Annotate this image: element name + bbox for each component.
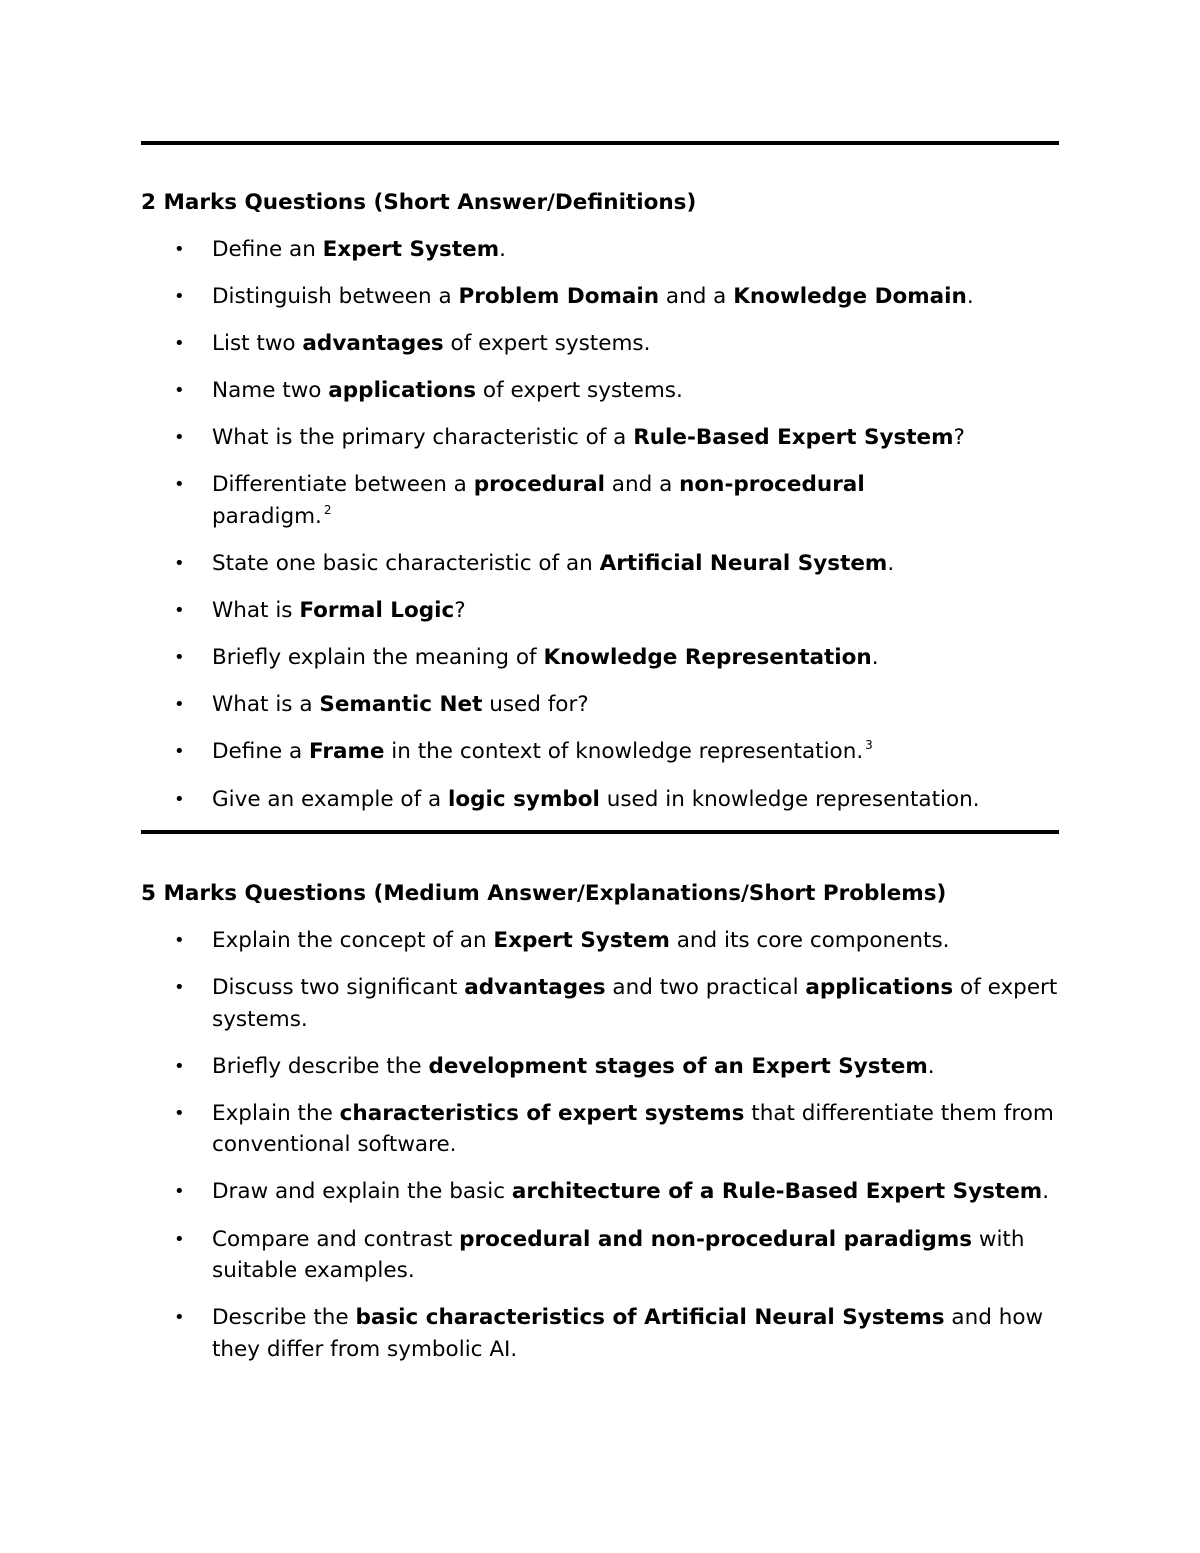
bullet-icon: • — [174, 694, 185, 716]
question-item: • Compare and contrast procedural and non-procedural paradigms with suitable examples. — [141, 1224, 1059, 1287]
bullet-icon: • — [174, 788, 185, 810]
question-item: • What is the primary characteristic of a Rule-Based Expert System? — [141, 422, 1059, 454]
bullet-icon: • — [174, 930, 185, 952]
bullet-icon: • — [174, 977, 185, 999]
document-page — [141, 141, 1059, 1365]
question-list-5-marks — [141, 925, 1059, 1365]
question-item: • State one basic characteristic of an Artificial Neural System. — [141, 548, 1059, 580]
horizontal-rule-divider — [141, 830, 1059, 834]
bullet-icon: • — [174, 1181, 185, 1203]
bullet-icon: • — [174, 1102, 185, 1124]
horizontal-rule-top — [141, 141, 1059, 145]
question-item: • Explain the characteristics of expert systems that differentiate them from conventional software. — [141, 1098, 1059, 1161]
bullet-icon: • — [174, 239, 185, 260]
bullet-icon: • — [174, 427, 185, 449]
question-item: • What is Formal Logic? — [141, 595, 1059, 627]
question-item: • Define an Expert System. — [141, 234, 1059, 266]
footnote-marker: 2 — [323, 502, 332, 517]
section-heading-5-marks: 5 Marks Questions (Medium Answer/Explanations/Short Problems) — [141, 881, 947, 907]
question-item: • Briefly describe the development stages of an Expert System. — [141, 1051, 1059, 1083]
question-item: • List two advantages of expert systems. — [141, 328, 1059, 360]
question-item: • Define a Frame in the context of knowledge representation. $^3$ — [141, 736, 1059, 768]
bullet-icon: • — [174, 647, 185, 669]
question-item: • Draw and explain the basic architecture of a Rule-Based Expert System. — [141, 1176, 1059, 1208]
bullet-icon: • — [174, 380, 185, 402]
question-item: • Give an example of a logic symbol used in knowledge representation. — [141, 784, 1059, 816]
bullet-icon: • — [174, 553, 185, 575]
question-item: • Briefly explain the meaning of Knowledge Representation. — [141, 642, 1059, 674]
bullet-icon: • — [174, 600, 185, 622]
question-item: • Distinguish between a Problem Domain and a Knowledge Domain. — [141, 281, 1059, 313]
question-item: • Differentiate between a procedural and a non-procedural paradigm. $^2$ — [141, 469, 1059, 532]
bullet-icon: • — [174, 286, 185, 308]
question-item: • Explain the concept of an Expert System and its core components. — [141, 925, 1059, 957]
bullet-icon: • — [174, 1228, 185, 1250]
bullet-icon: • — [174, 1307, 185, 1329]
bullet-icon: • — [174, 333, 185, 355]
question-list-2-marks — [141, 234, 1059, 815]
question-item: • What is a Semantic Net used for? — [141, 689, 1059, 721]
footnote-marker: 3 — [865, 738, 873, 753]
question-item: • Describe the basic characteristics of Artificial Neural Systems and how they differ from symbolic AI. — [141, 1302, 1059, 1365]
bullet-icon: • — [174, 474, 185, 496]
bullet-icon: • — [174, 1055, 185, 1077]
question-item: • Name two applications of expert systems. — [141, 375, 1059, 407]
section-heading-2-marks: 2 Marks Questions (Short Answer/Definitions) — [141, 190, 697, 215]
bullet-icon: • — [174, 741, 185, 763]
question-item: • Discuss two significant advantages and two practical applications of expert systems. — [141, 972, 1059, 1035]
